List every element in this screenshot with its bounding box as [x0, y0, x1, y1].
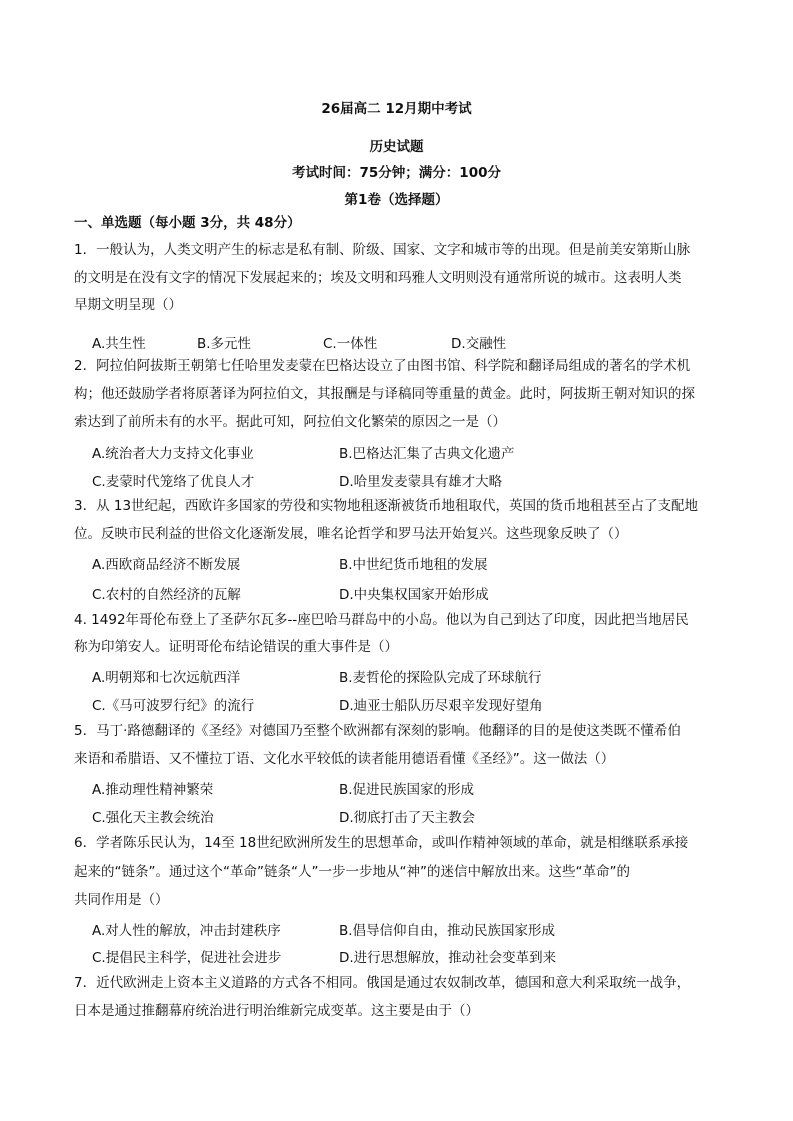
question-text-line: 索达到了前所未有的水平。据此可知，阿拉伯文化繁荣的原因之一是（）	[74, 414, 506, 430]
option-d[interactable]: D.哈里发麦蒙具有雄才大略	[339, 474, 503, 490]
question-text-line: 位。反映市民利益的世俗文化逐渐发展，唯名论哲学和罗马法开始复兴。这些现象反映了（）	[74, 526, 628, 542]
option-a[interactable]: A.推动理性精神繁荣	[92, 782, 214, 798]
option-b[interactable]: B.巴格达汇集了古典文化遗产	[339, 446, 515, 462]
option-d[interactable]: D.交融性	[451, 336, 507, 352]
question-text-line: 3．从 13世纪起，西欧许多国家的劳役和实物地租逐渐被货币地租取代，英国的货币地租甚至占了支配地	[74, 498, 699, 514]
question-text-line: 日本是通过推翻幕府统治进行明治维新完成变革。这主要是由于（）	[74, 1003, 479, 1019]
option-b[interactable]: B.促进民族国家的形成	[339, 782, 475, 798]
option-c[interactable]: C.提倡民主科学，促进社会进步	[92, 950, 282, 966]
subject-title: 历史试题	[369, 139, 424, 155]
question-text-line: 的文明是在没有文字的情况下发展起来的；埃及文明和玛雅人文明则没有通常所说的城市。这表明人类	[74, 270, 682, 286]
option-c[interactable]: C.强化天主教会统治	[92, 810, 214, 826]
question-text-line: 共同作用是（）	[74, 892, 169, 908]
exam-title: 26届高二 12月期中考试	[321, 101, 472, 117]
option-c[interactable]: C.《马可波罗行纪》的流行	[92, 698, 255, 714]
option-c[interactable]: C.一体性	[323, 336, 378, 352]
option-b[interactable]: B.倡导信仰自由，推动民族国家形成	[339, 923, 556, 939]
question-text-line: 早期文明呈现（）	[74, 297, 182, 313]
option-a[interactable]: A.共生性	[92, 336, 146, 352]
volume-label: 第1卷（选择题）	[344, 192, 449, 208]
question-text-line: 2．阿拉伯阿拔斯王朝第七任哈里发麦蒙在巴格达设立了由图书馆、科学院和翻译局组成的著名的学术机	[74, 358, 691, 374]
option-a[interactable]: A.对人性的解放，冲击封建秩序	[92, 923, 281, 939]
option-b[interactable]: B.麦哲伦的探险队完成了环球航行	[339, 670, 542, 686]
option-b[interactable]: B.多元性	[197, 336, 252, 352]
option-c[interactable]: C.麦蒙时代笼络了优良人才	[92, 474, 255, 490]
question-text-line: 构；他还鼓励学者将原著译为阿拉伯文，其报酬是与译稿同等重量的黄金。此时，阿拔斯王朝对知识的探	[74, 386, 695, 402]
question-text-line: 1．一般认为，人类文明产生的标志是私有制、阶级、国家、文字和城市等的出现。但是前美安第斯山脉	[74, 242, 691, 258]
option-d[interactable]: D.彻底打击了天主教会	[339, 810, 476, 826]
option-a[interactable]: A.统治者大力支持文化事业	[92, 446, 254, 462]
option-b[interactable]: B.中世纪货币地租的发展	[339, 557, 488, 573]
option-c[interactable]: C.农村的自然经济的瓦解	[92, 587, 241, 603]
option-d[interactable]: D.进行思想解放，推动社会变革到来	[339, 950, 557, 966]
option-d[interactable]: D.中央集权国家开始形成	[339, 587, 489, 603]
exam-time-info: 考试时间：75分钟；满分：100分	[292, 165, 501, 181]
question-text-line: 起来的“链条”。通过这个“革命”链条“人”一步一步地从“神”的迷信中解放出来。这些“革命”的	[74, 864, 630, 880]
question-text-line: 称为印第安人。证明哥伦布结论错误的重大事件是（）	[74, 639, 398, 655]
option-a[interactable]: A.明朝郑和七次远航西洋	[92, 670, 241, 686]
question-text-line: 7．近代欧洲走上资本主义道路的方式各不相同。俄国是通过农奴制改革，德国和意大利采取统一战争，	[74, 975, 691, 991]
option-a[interactable]: A.西欧商品经济不断发展	[92, 557, 241, 573]
question-text-line: 5．马丁·路德翻译的《圣经》对德国乃至整个欧洲都有深刻的影响。他翻译的目的是使这类既不懂希伯	[74, 723, 681, 739]
question-text-line: 来语和希腊语、又不懂拉丁语、文化水平较低的读者能用德语看懂《圣经》”。这一做法（）	[74, 751, 615, 767]
question-text-line: 6．学者陈乐民认为，14至 18世纪欧洲所发生的思想革命，或叫作精神领域的革命，就是相继联系承接	[74, 835, 689, 851]
section-heading: 一、单选题（每小题 3分，共 48分）	[74, 215, 301, 231]
option-d[interactable]: D.迪亚士船队历尽艰辛发现好望角	[339, 698, 543, 714]
question-text-line: 4. 1492年哥伦布登上了圣萨尔瓦多--座巴哈马群岛中的小岛。他以为自己到达了印度，因此把当地居民	[74, 612, 689, 628]
